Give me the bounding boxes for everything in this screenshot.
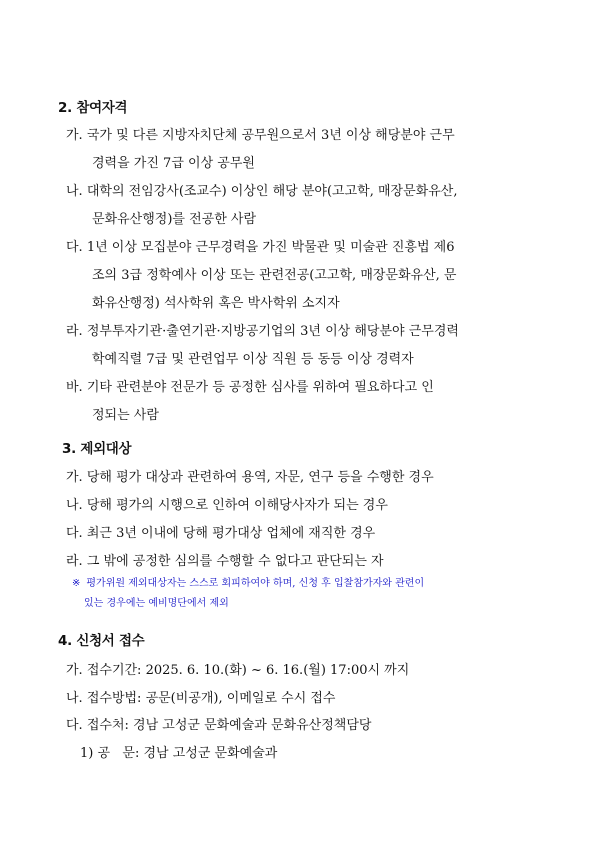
section-4-item-ga: 가. 접수기간: 2025. 6. 10.(화) ~ 6. 16.(월) 17:00시 까지 <box>66 663 410 678</box>
section-3-item-da: 다. 최근 3년 이내에 당해 평가대상 업체에 재직한 경우 <box>66 526 376 541</box>
section-2-item-ga-line-2: 경력을 가진 7급 이상 공무원 <box>92 156 255 171</box>
section-3-item-na: 나. 당해 평가의 시행으로 인하여 이해당사자가 되는 경우 <box>66 498 388 513</box>
section-4-heading: 4. 신청서 접수 <box>58 633 145 649</box>
section-2-item-na-line-1: 나. 대학의 전임강사(조교수) 이상인 해당 분야(고고학, 매장문화유산, <box>66 184 458 199</box>
section-3-note-line-2: 있는 경우에는 예비명단에서 제외 <box>84 598 229 609</box>
section-4-subitem-1: 1) 공 문: 경남 고성군 문화예술과 <box>80 746 278 761</box>
section-3-item-ga: 가. 당해 평가 대상과 관련하여 용역, 자문, 연구 등을 수행한 경우 <box>66 470 434 485</box>
note-text-line-1: 평가위원 제외대상자는 스스로 회피하여야 하며, 신청 후 입찰참가자와 관련이 <box>86 578 425 589</box>
section-2-item-da-line-3: 화유산행정) 석사학위 혹은 박사학위 소지자 <box>92 296 340 311</box>
section-2-item-ga-line-1: 가. 국가 및 다른 지방자치단체 공무원으로서 3년 이상 해당분야 근무 <box>66 128 455 143</box>
section-3-item-ra: 라. 그 밖에 공정한 심의를 수행할 수 없다고 판단되는 자 <box>66 554 384 569</box>
section-2-item-ba-line-2: 정되는 사람 <box>92 408 159 423</box>
section-4-item-na: 나. 접수방법: 공문(비공개), 이메일로 수시 접수 <box>66 691 336 706</box>
section-2-item-da-line-1: 다. 1년 이상 모집분야 근무경력을 가진 박물관 및 미술관 진흥법 제6 <box>66 240 455 255</box>
section-4-item-da: 다. 접수처: 경남 고성군 문화예술과 문화유산정책담당 <box>66 718 372 733</box>
section-2-item-da-line-2: 조의 3급 정학예사 이상 또는 관련전공(고고학, 매장문화유산, 문 <box>92 268 457 283</box>
section-2-item-ba-line-1: 바. 기타 관련분야 전문가 등 공정한 심사를 위하여 필요하다고 인 <box>66 380 434 395</box>
note-mark: ※ <box>72 578 81 589</box>
section-2-item-ra-line-2: 학예직렬 7급 및 관련업무 이상 직원 등 동등 이상 경력자 <box>92 352 414 367</box>
section-2-item-na-line-2: 문화유산행정)를 전공한 사람 <box>92 212 257 227</box>
section-3-note-line-1 <box>72 574 424 589</box>
section-3-heading: 3. 제외대상 <box>62 441 132 457</box>
section-2-heading: 2. 참여자격 <box>58 100 128 116</box>
section-2-item-ra-line-1: 라. 정부투자기관·출연기관·지방공기업의 3년 이상 해당분야 근무경력 <box>66 324 459 339</box>
